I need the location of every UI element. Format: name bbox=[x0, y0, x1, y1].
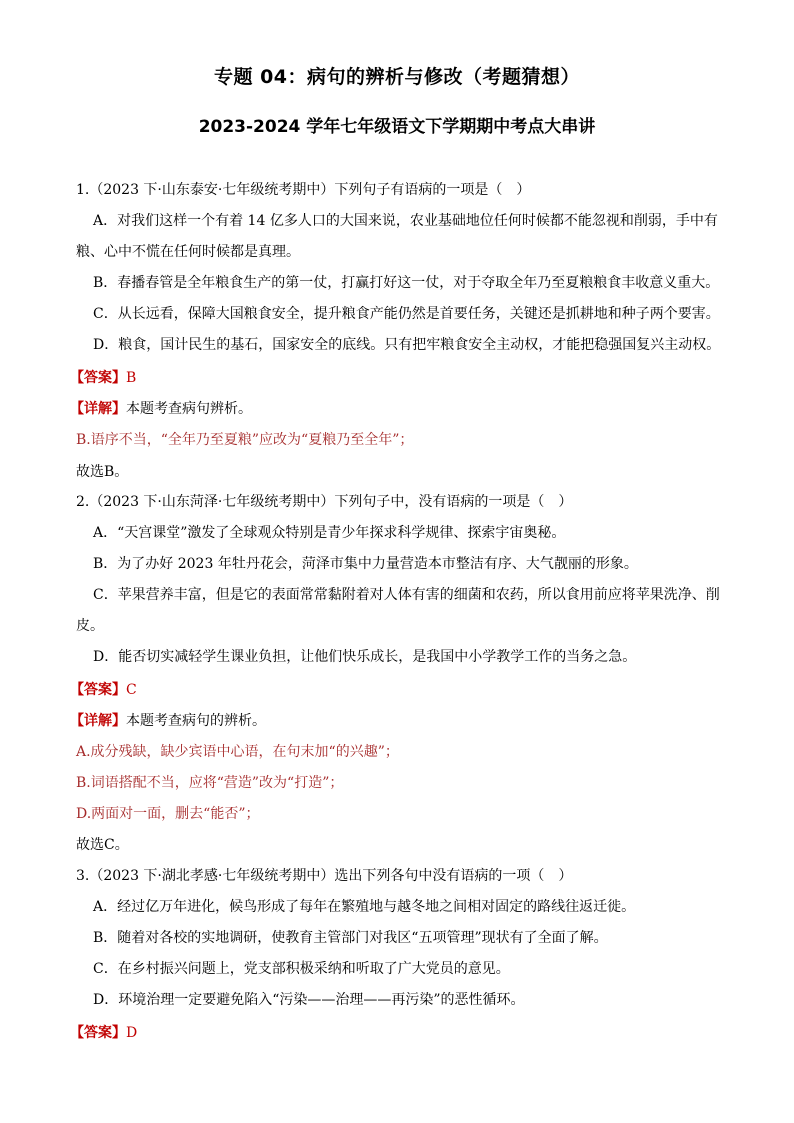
question-3-option-d: D．环境治理一定要避免陷入“污染——治理——再污染”的恶性循环。 bbox=[93, 992, 525, 1008]
question-2-option-d: D．能否切实减轻学生课业负担，让他们快乐成长，是我国中小学教学工作的当务之急。 bbox=[93, 649, 637, 665]
question-1-option-c: C．从长远看，保障大国粮食安全，提升粮食产能仍然是首要任务，关键还是抓耕地和种子两个要害。 bbox=[93, 306, 720, 322]
question-3-stem: 3.（2023 下·湖北孝感·七年级统考期中）选出下列各句中没有语病的一项（ ） bbox=[76, 868, 573, 884]
question-2-option-a: A．“天宫课堂”激发了全球观众特别是青少年探求科学规律、探索宇宙奥秘。 bbox=[93, 525, 566, 541]
answer-value: C bbox=[126, 682, 137, 698]
answer-value: D bbox=[126, 1025, 138, 1041]
question-1-option-d: D．粮食，国计民生的基石，国家安全的底线。只有把牢粮食安全主动权，才能把稳强国复兴主动权。 bbox=[93, 337, 721, 353]
question-2-answer bbox=[70, 680, 137, 700]
detail-label: 【详解】 bbox=[70, 713, 126, 729]
question-2-option-c: C．苹果营养丰富，但是它的表面常常黏附着对人体有害的细菌和农药，所以食用前应将苹果洗净、削 bbox=[93, 587, 720, 603]
question-1-note-1: B.语序不当，“全年乃至夏粮”应改为“夏粮乃至全年”； bbox=[76, 432, 414, 448]
question-2-option-b: B．为了办好 2023 年牡丹花会，菏泽市集中力量营造本市整洁有序、大气靓丽的形象。 bbox=[93, 556, 638, 572]
page-title: 专题 04：病句的辨析与修改（考题猜想） bbox=[213, 66, 581, 88]
question-1-answer bbox=[70, 368, 136, 388]
question-3-answer bbox=[70, 1023, 137, 1043]
question-2-note-2: B.词语搭配不当，应将“营造”改为“打造”； bbox=[76, 775, 344, 791]
question-3-option-a: A．经过亿万年进化，候鸟形成了每年在繁殖地与越冬地之间相对固定的路线往返迁徙。 bbox=[93, 899, 636, 915]
detail-text: 本题考查病句辨析。 bbox=[126, 401, 252, 417]
detail-text: 本题考查病句的辨析。 bbox=[126, 713, 266, 729]
question-2-detail bbox=[70, 711, 266, 731]
question-2-option-c-cont: 皮。 bbox=[76, 618, 104, 634]
question-2-stem: 2.（2023 下·山东菏泽·七年级统考期中）下列句子中，没有语病的一项是（ ） bbox=[76, 494, 573, 510]
question-2-note-1: A.成分残缺，缺少宾语中心语，在句末加“的兴趣”； bbox=[76, 744, 399, 760]
question-2-note-3: D.两面对一面，删去“能否”； bbox=[76, 806, 260, 822]
question-2-conclusion: 故选C。 bbox=[76, 837, 129, 853]
question-1-option-b: B．春播春管是全年粮食生产的第一仗，打赢打好这一仗，对于夺取全年乃至夏粮粮食丰收意义重大。 bbox=[93, 275, 720, 291]
question-1-detail bbox=[70, 399, 252, 419]
answer-label: 【答案】 bbox=[70, 1025, 126, 1041]
answer-label: 【答案】 bbox=[70, 682, 126, 698]
question-1-option-a-cont: 粮、心中不慌在任何时候都是真理。 bbox=[76, 244, 300, 260]
question-1-stem: 1.（2023 下·山东泰安·七年级统考期中）下列句子有语病的一项是（ ） bbox=[76, 182, 531, 198]
question-3-option-c: C．在乡村振兴问题上，党支部积极采纳和听取了广大党员的意见。 bbox=[93, 961, 510, 977]
page-subtitle: 2023-2024 学年七年级语文下学期期中考点大串讲 bbox=[198, 117, 596, 137]
answer-label: 【答案】 bbox=[70, 370, 126, 386]
question-3-option-b: B．随着对各校的实地调研，使教育主管部门对我区“五项管理”现状有了全面了解。 bbox=[93, 930, 608, 946]
question-1-option-a: A．对我们这样一个有着 14 亿多人口的大国来说，农业基础地位任何时候都不能忽视和削弱，手中有 bbox=[93, 213, 718, 229]
detail-label: 【详解】 bbox=[70, 401, 126, 417]
answer-value: B bbox=[126, 370, 137, 386]
question-1-conclusion: 故选B。 bbox=[76, 464, 129, 480]
